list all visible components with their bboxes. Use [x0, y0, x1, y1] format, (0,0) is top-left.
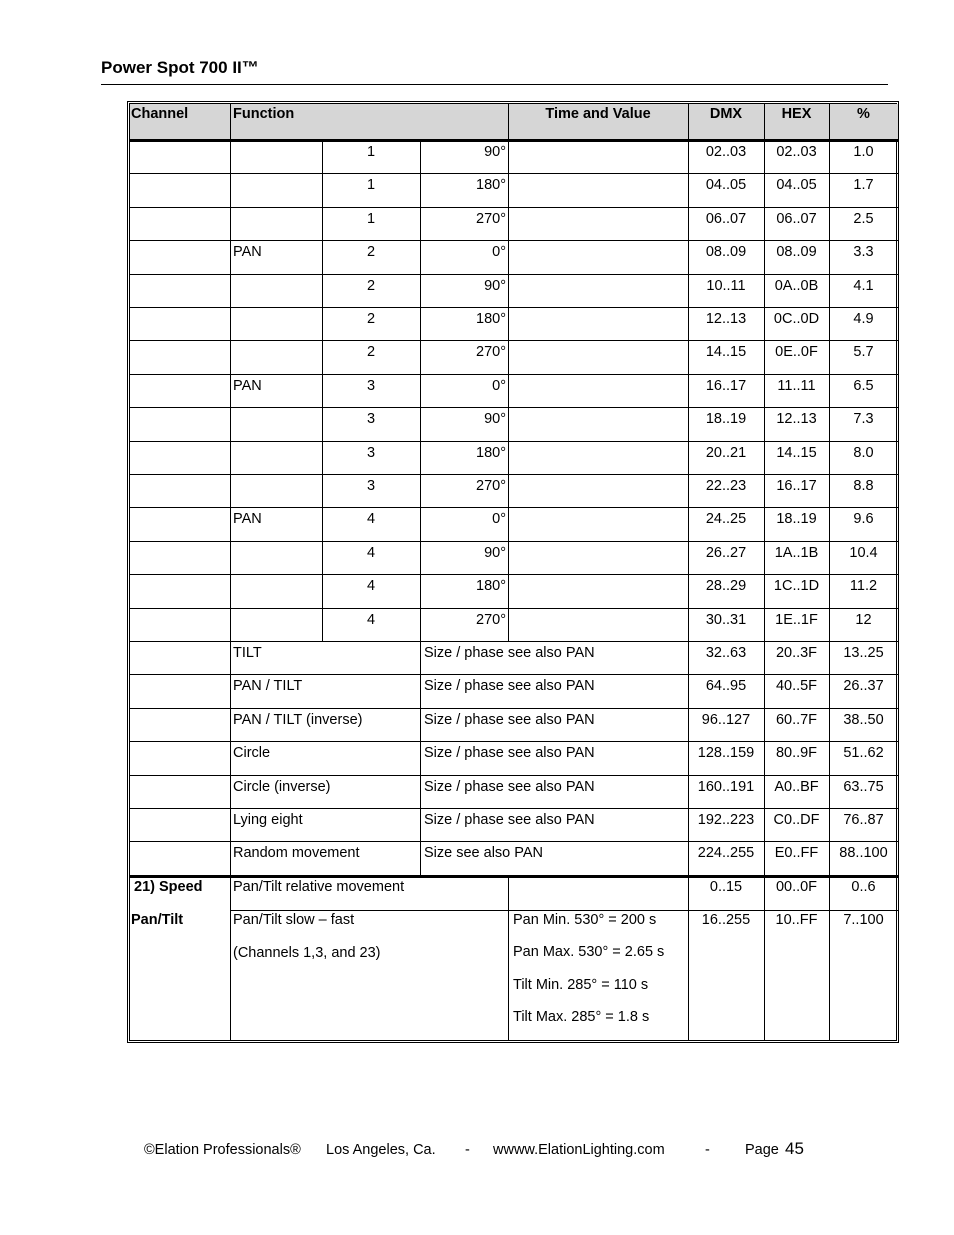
cell-degree: 270°	[476, 210, 506, 227]
cell-degree: 0°	[492, 244, 506, 261]
row-divider	[130, 841, 898, 842]
column-header-percent: %	[857, 106, 870, 122]
cell-degree: 90°	[484, 277, 506, 294]
row-divider	[130, 574, 898, 575]
cell-hex: 1C..1D	[773, 578, 820, 595]
cell-function: TILT	[233, 645, 262, 661]
row-divider	[130, 741, 898, 742]
footer-page-number: 45	[785, 1139, 804, 1158]
cell-function: Pan/Tilt slow – fast	[233, 911, 355, 928]
footer-separator: -	[705, 1142, 710, 1158]
section-divider	[130, 875, 898, 878]
cell-dmx: 192..223	[697, 812, 755, 828]
column-divider	[508, 104, 509, 140]
cell-time-value: Pan Min. 530° = 200 s	[513, 911, 657, 928]
cell-hex: 80..9F	[775, 745, 818, 762]
cell-percent: 4.9	[853, 311, 874, 327]
column-divider	[829, 104, 830, 1040]
cell-degree: 180°	[476, 444, 506, 461]
cell-percent: 8.8	[853, 478, 874, 494]
row-divider	[130, 641, 898, 642]
cell-function-note: (Channels 1,3, and 23)	[233, 944, 381, 961]
cell-percent: 13..25	[843, 645, 884, 661]
cell-pattern-number: 1	[366, 177, 376, 194]
cell-function: PAN	[233, 244, 262, 261]
column-divider	[508, 878, 509, 1040]
row-divider	[130, 374, 898, 375]
cell-degree: 180°	[476, 578, 506, 595]
cell-percent: 1.7	[853, 177, 874, 194]
row-divider	[130, 507, 898, 508]
cell-function: Pan/Tilt relative movement	[233, 878, 405, 895]
row-divider	[130, 274, 898, 275]
cell-hex: 0C..0D	[773, 311, 820, 327]
cell-time-value: Tilt Min. 285° = 110 s	[513, 976, 649, 993]
cell-hex: 60..7F	[775, 711, 818, 728]
cell-detail: Size / phase see also PAN	[424, 778, 595, 795]
cell-pattern-number: 2	[366, 277, 376, 294]
cell-dmx: 28..29	[705, 578, 747, 595]
cell-degree: 90°	[484, 544, 506, 561]
cell-percent: 1.0	[853, 144, 874, 160]
row-divider	[130, 340, 898, 341]
cell-pattern-number: 4	[366, 511, 376, 528]
cell-dmx: 18..19	[705, 411, 747, 428]
cell-percent: 4.1	[853, 277, 874, 294]
column-header-hex: HEX	[781, 106, 812, 122]
title-rule	[101, 84, 888, 85]
cell-dmx: 12..13	[705, 311, 747, 327]
footer-copyright: ©Elation Professionals®	[144, 1142, 301, 1158]
cell-degree: 180°	[476, 311, 506, 327]
cell-dmx: 30..31	[705, 611, 747, 628]
cell-hex: 06..07	[776, 210, 817, 227]
cell-hex: 12..13	[776, 411, 817, 428]
page-title: Power Spot 700 II™	[101, 58, 259, 77]
cell-detail: Size see also PAN	[424, 845, 544, 862]
cell-hex: 02..03	[776, 144, 817, 160]
cell-dmx: 02..03	[705, 144, 747, 160]
row-divider	[130, 207, 898, 208]
cell-time-value: Tilt Max. 285° = 1.8 s	[513, 1009, 650, 1026]
column-header-time-and-value: Time and Value	[545, 106, 651, 122]
cell-detail: Size / phase see also PAN	[424, 745, 595, 762]
cell-hex: A0..BF	[774, 778, 819, 795]
cell-percent: 12	[855, 611, 872, 628]
column-divider	[688, 104, 689, 1040]
row-divider	[130, 441, 898, 442]
cell-dmx: 06..07	[705, 210, 747, 227]
cell-time-value: Pan Max. 530° = 2.65 s	[513, 944, 665, 961]
cell-pattern-number: 1	[366, 144, 376, 160]
cell-function: Random movement	[233, 845, 360, 862]
cell-degree: 90°	[484, 144, 506, 160]
cell-dmx: 14..15	[705, 344, 747, 361]
cell-function: PAN	[233, 377, 262, 394]
cell-detail: Size / phase see also PAN	[424, 645, 595, 661]
cell-pattern-number: 4	[366, 578, 376, 595]
row-divider	[130, 674, 898, 675]
cell-percent: 10.4	[849, 544, 878, 561]
cell-detail: Size / phase see also PAN	[424, 711, 595, 728]
cell-percent: 76..87	[843, 812, 884, 828]
cell-hex: 0E..0F	[775, 344, 818, 361]
row-divider	[230, 910, 898, 911]
cell-dmx: 22..23	[705, 478, 747, 494]
cell-function: Circle (inverse)	[233, 778, 331, 795]
cell-hex: 16..17	[776, 478, 817, 494]
cell-function: PAN	[233, 511, 262, 528]
cell-hex: 0A..0B	[774, 277, 819, 294]
cell-dmx: 20..21	[705, 444, 747, 461]
cell-hex: 08..09	[776, 244, 817, 261]
cell-pattern-number: 2	[366, 244, 376, 261]
cell-hex: 04..05	[776, 177, 817, 194]
cell-pattern-number: 3	[366, 411, 376, 428]
cell-pattern-number: 4	[366, 611, 376, 628]
cell-hex: 1E..1F	[775, 611, 818, 628]
cell-hex: E0..FF	[774, 845, 819, 862]
dmx-table-inner	[129, 103, 897, 1041]
column-divider	[420, 141, 421, 875]
cell-percent: 26..37	[843, 678, 884, 695]
cell-dmx: 04..05	[705, 177, 747, 194]
cell-percent: 3.3	[853, 244, 874, 261]
row-divider	[130, 474, 898, 475]
cell-hex: C0..DF	[773, 812, 820, 828]
cell-dmx: 10..11	[706, 277, 746, 294]
cell-function: Circle	[233, 745, 271, 762]
cell-percent: 7..100	[843, 911, 884, 928]
cell-hex: 18..19	[776, 511, 817, 528]
cell-pattern-number: 3	[366, 444, 376, 461]
cell-pattern-number: 2	[366, 311, 376, 327]
cell-hex: 14..15	[776, 444, 817, 461]
cell-dmx: 26..27	[705, 544, 747, 561]
cell-percent: 51..62	[843, 745, 884, 762]
cell-hex: 00..0F	[775, 878, 818, 895]
cell-dmx: 224..255	[697, 845, 755, 862]
cell-degree: 0°	[492, 377, 506, 394]
cell-degree: 90°	[484, 411, 506, 428]
cell-degree: 180°	[476, 177, 506, 194]
cell-percent: 2.5	[853, 210, 874, 227]
cell-hex: 20..3F	[775, 645, 818, 661]
row-divider	[130, 708, 898, 709]
cell-pattern-number: 1	[366, 210, 376, 227]
column-header-dmx: DMX	[709, 106, 743, 122]
cell-dmx: 96..127	[701, 711, 751, 728]
speed-channel-label: Pan/Tilt	[131, 911, 184, 928]
cell-detail: Size / phase see also PAN	[424, 678, 595, 695]
cell-dmx: 0..15	[709, 878, 743, 895]
cell-degree: 270°	[476, 344, 506, 361]
column-header-function: Function	[233, 106, 295, 122]
cell-function: PAN / TILT	[233, 678, 303, 695]
row-divider	[130, 307, 898, 308]
cell-pattern-number: 2	[366, 344, 376, 361]
cell-pattern-number: 4	[366, 544, 376, 561]
cell-hex: 1A..1B	[774, 544, 819, 561]
speed-channel-label: 21) Speed	[134, 878, 203, 895]
cell-dmx: 16..17	[705, 377, 747, 394]
cell-degree: 270°	[476, 611, 506, 628]
cell-percent: 63..75	[843, 778, 884, 795]
cell-pattern-number: 3	[366, 478, 376, 494]
cell-percent: 9.6	[853, 511, 874, 528]
cell-dmx: 160..191	[697, 778, 755, 795]
dmx-table	[127, 101, 899, 1043]
row-divider	[130, 775, 898, 776]
row-divider	[130, 541, 898, 542]
cell-dmx: 32..63	[705, 645, 747, 661]
cell-dmx: 16..255	[701, 911, 751, 928]
column-divider	[230, 104, 231, 1040]
cell-function: Lying eight	[233, 812, 303, 828]
cell-hex: 40..5F	[775, 678, 818, 695]
cell-detail: Size / phase see also PAN	[424, 812, 595, 828]
cell-pattern-number: 3	[366, 377, 376, 394]
cell-dmx: 24..25	[705, 511, 747, 528]
row-divider	[130, 808, 898, 809]
cell-dmx: 08..09	[705, 244, 747, 261]
cell-degree: 0°	[492, 511, 506, 528]
footer-website: wwww.ElationLighting.com	[493, 1142, 665, 1158]
footer-separator: -	[465, 1142, 470, 1158]
header-divider	[130, 139, 898, 142]
cell-percent: 88..100	[839, 845, 888, 862]
cell-dmx: 128..159	[697, 745, 755, 762]
cell-percent: 38..50	[843, 711, 884, 728]
column-divider	[764, 104, 765, 1040]
row-divider	[130, 608, 898, 609]
cell-percent: 7.3	[853, 411, 874, 428]
column-header-channel: Channel	[131, 106, 189, 122]
cell-hex: 10..FF	[775, 911, 818, 928]
cell-percent: 11.2	[849, 578, 878, 595]
cell-percent: 0..6	[851, 878, 876, 895]
footer-location: Los Angeles, Ca.	[326, 1142, 436, 1158]
cell-percent: 8.0	[853, 444, 874, 461]
cell-percent: 6.5	[853, 377, 874, 394]
footer-page-label: Page	[745, 1142, 779, 1158]
row-divider	[130, 173, 898, 174]
cell-dmx: 64..95	[705, 678, 747, 695]
column-divider	[322, 141, 323, 642]
row-divider	[130, 407, 898, 408]
cell-degree: 270°	[476, 478, 506, 494]
cell-percent: 5.7	[853, 344, 874, 361]
cell-hex: 11..11	[777, 377, 816, 394]
row-divider	[130, 240, 898, 241]
column-divider	[508, 141, 509, 642]
cell-function: PAN / TILT (inverse)	[233, 711, 363, 728]
